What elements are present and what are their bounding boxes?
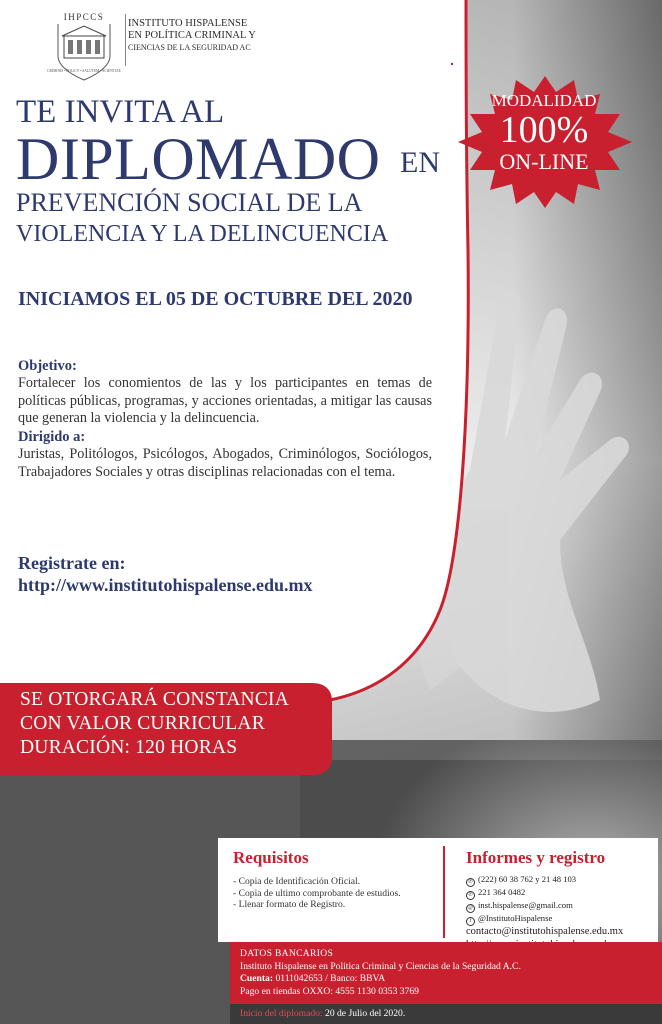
requirement-item: - Copia de ultimo comprobante de estudios. (233, 887, 401, 899)
bank-title: DATOS BANCARIOS (240, 948, 334, 959)
banner-line3: DURACIÓN: 120 HORAS (20, 737, 238, 758)
subtitle-line2: VIOLENCIA Y LA DELINCUENCIA (16, 221, 389, 247)
register-section (18, 552, 313, 596)
badge-line3: ON-LINE (499, 149, 589, 174)
card-divider (443, 846, 445, 938)
objective-label: Objetivo: (18, 358, 77, 374)
logo-seal-text: CRIMINIS • POLICY • SALUTEM • SCIENTIAE (47, 69, 121, 73)
footer-value: 20 de Julio del 2020. (325, 1008, 406, 1019)
badge-text (468, 92, 620, 174)
banner-line2: CON VALOR CURRICULAR (20, 713, 265, 734)
start-date: INICIAMOS EL 05 DE OCTUBRE DEL 2020 (18, 288, 413, 310)
banner-line1: SE OTORGARÁ CONSTANCIA (20, 689, 290, 710)
logo-divider (125, 14, 126, 66)
bank-text (240, 948, 521, 998)
invite-heading: TE INVITA AL (16, 94, 225, 130)
logo-acronym: IHPCCS (63, 12, 105, 22)
institute-name (128, 18, 308, 54)
audience-label: Dirigido a: (18, 429, 86, 446)
banner-text (20, 688, 289, 760)
bank-cuenta-value: 0111042653 / Banco: BBVA (275, 973, 386, 985)
register-label: Registrate en: (18, 553, 126, 573)
institute-line1: INSTITUTO HISPALENSE (128, 18, 248, 29)
whatsapp-icon: ✆ (466, 891, 475, 900)
requirements-title: Requisitos (233, 848, 309, 867)
en-heading: EN (400, 146, 440, 179)
diplomado-heading: DIPLOMADO (16, 126, 381, 192)
register-url[interactable]: http://www.institutohispalense.edu.mx (18, 575, 313, 595)
footer-text (240, 1008, 405, 1019)
email-icon: @ (466, 904, 475, 913)
info-list (466, 874, 656, 951)
info-facebook[interactable]: @InstitutoHispalense (478, 913, 553, 923)
whatsapp-icon: ✆ (466, 878, 475, 887)
institute-line2: EN POLÍTICA CRIMINAL Y (128, 30, 256, 41)
institute-logo (44, 10, 124, 82)
objective-text: Fortalecer los conomientos de las y los participantes en temas de políticas públicas, programas, y acciones orientadas, a mitigar las causas que generan la violencia y la delincuencia. (18, 375, 432, 426)
requirement-item: - Llenar formato de Registro. (233, 899, 346, 911)
info-contact[interactable]: contacto@institutohispalense.edu.mx (466, 926, 624, 937)
requirements-list (233, 876, 437, 911)
badge-line2: 100% (499, 109, 589, 151)
footer-label: Inicio del diplomado: (240, 1008, 323, 1019)
bank-cuenta-label: Cuenta: (240, 973, 274, 985)
bank-line1: Instituto Hispalense en Política Criminal y Ciencias de la Seguridad A.C. (240, 960, 521, 972)
subtitle-line1: PREVENCIÓN SOCIAL DE LA (16, 188, 363, 217)
requirement-item: - Copia de Identificación Oficial. (233, 876, 361, 887)
info-phone2[interactable]: 221 364 0482 (478, 887, 526, 897)
audience-text: Juristas, Politólogos, Psicólogos, Abogados, Criminólogos, Sociólogos, Trabajadores Sociales y otras disciplinas relacionadas con el tema. (18, 446, 432, 480)
info-email[interactable]: inst.hispalense@gmail.com (478, 900, 573, 910)
facebook-icon: f (466, 917, 475, 926)
badge-line1: MODALIDAD (491, 91, 597, 110)
info-phone1[interactable]: (222) 60 38 762 y 21 48 103 (478, 874, 577, 884)
bank-oxxo: Pago en tiendas OXXO: 4555 1130 0353 3769 (240, 985, 419, 997)
institute-line3: CIENCIAS DE LA SEGURIDAD AC (128, 43, 251, 52)
objective-section (18, 358, 432, 481)
info-title: Informes y registro (466, 848, 606, 867)
